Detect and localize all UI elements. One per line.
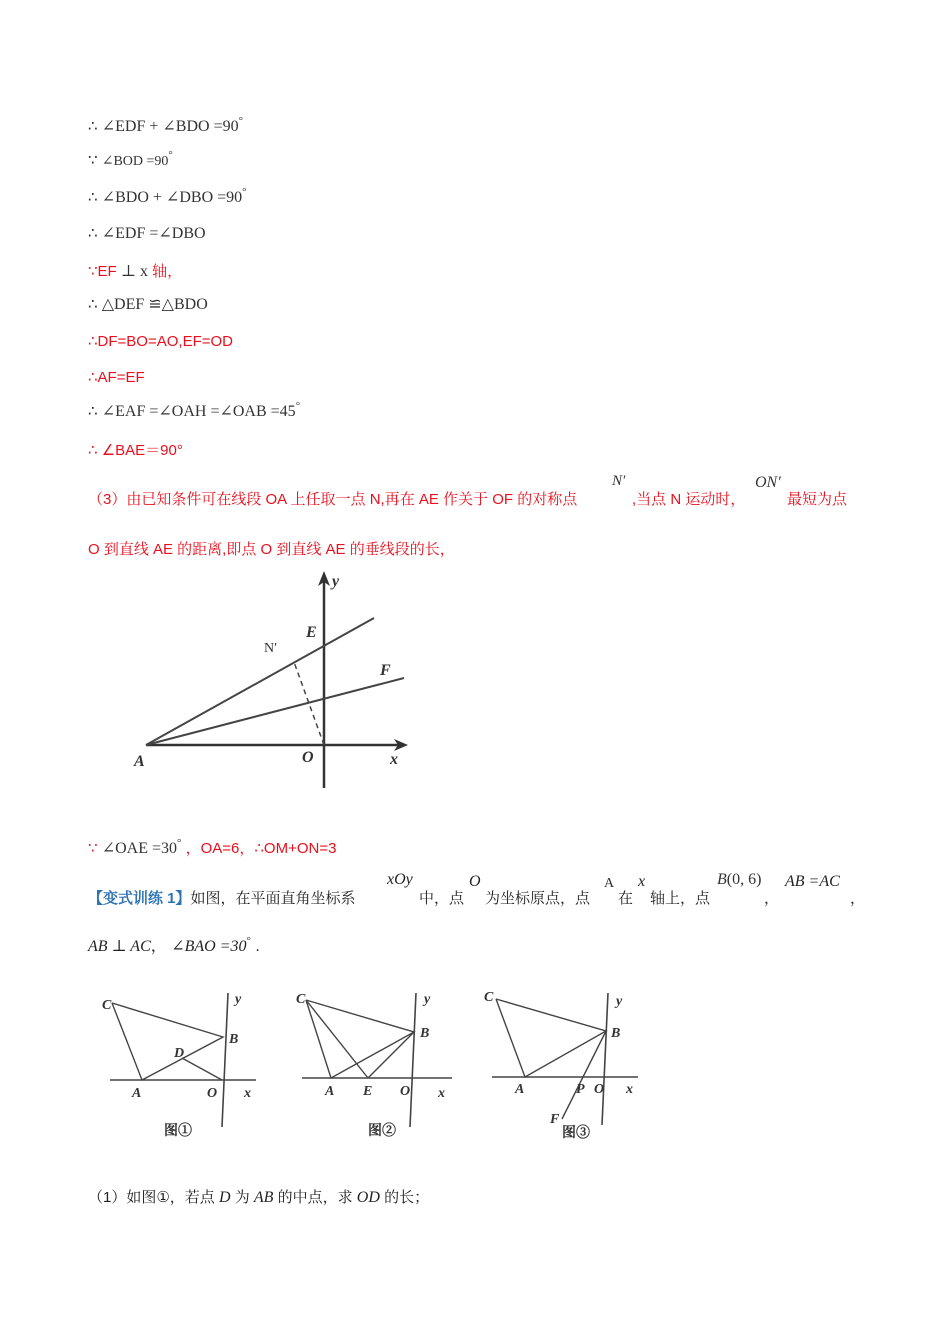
coordinate-figure-1 (128, 566, 428, 796)
therefore-symbol: ∴ (88, 118, 98, 135)
equation-AB-AC: AB =AC (785, 873, 840, 890)
part3-text-a: （3）由已知条件可在线段 OA 上任取一点 N,再在 AE 作关于 OF 的对称点 (88, 491, 578, 508)
text: 的中点，求 (277, 1189, 353, 1206)
math-expression: ⊥ x (120, 263, 148, 280)
label-A: A (325, 1084, 335, 1099)
text: 为 (234, 1189, 250, 1206)
label-O: O (207, 1086, 218, 1101)
symbol-D: D (218, 1189, 231, 1206)
degree-mark: ° (238, 115, 243, 127)
segment-OD (182, 1058, 222, 1080)
segment-CE (306, 1000, 368, 1078)
label-E: E (363, 1084, 373, 1099)
proof-line-6 (88, 294, 208, 314)
degree-mark: ° (295, 400, 301, 412)
equation-angle: ∠BAO =30 (171, 938, 247, 955)
math-expression: ∠BDO + ∠DBO =90 (101, 189, 243, 206)
math-expression: ∠EDF =∠DBO (101, 225, 206, 242)
variant-title: 【变式训练 1】 (88, 890, 191, 907)
label-B: B (611, 1026, 621, 1041)
therefore-symbol: ∴ (88, 225, 98, 242)
label-y: y (424, 992, 431, 1007)
figure-3-panel (478, 985, 648, 1145)
label-A: A (515, 1082, 525, 1097)
figure-1-panel (96, 985, 266, 1145)
proof-line-7: ∴DF=BO=AO,EF=OD (88, 333, 233, 350)
equation-perp: AB ⊥ AC (88, 938, 151, 955)
text: （1）如图①，若点 (88, 1189, 215, 1206)
text: ， (850, 890, 866, 907)
label-O: O (400, 1084, 411, 1099)
degree-mark: ° (242, 186, 247, 198)
label-O: O (302, 749, 314, 766)
text: 在 (618, 890, 634, 907)
point-B-letter: B (717, 871, 727, 888)
line-AF (146, 678, 404, 745)
triangle-ABC (112, 1003, 223, 1080)
text: 轴， (152, 263, 183, 280)
label-x: x (438, 1086, 445, 1101)
symbol-x: x (638, 873, 646, 890)
symbol-A: A (604, 876, 615, 891)
text: 如图，在平面直角坐标系 (190, 890, 356, 907)
caption: 图③ (562, 1126, 590, 1141)
degree-mark: ° (246, 935, 251, 947)
therefore-symbol: ∴ (88, 296, 98, 313)
degree-mark: ° (168, 149, 173, 161)
label-x: x (244, 1086, 251, 1101)
proof-line-4 (88, 223, 206, 243)
point-B-coordinates (717, 871, 761, 889)
proof-line-2 (88, 151, 173, 170)
degree-mark: ° (177, 837, 182, 849)
question-1 (88, 1186, 429, 1207)
label-A: A (132, 1086, 142, 1101)
math-expression: ∠BOD =90 (101, 154, 169, 169)
part3-text-d: O 到直线 AE 的距离,即点 O 到直线 AE 的垂线段的长， (88, 541, 455, 558)
label-E: E (306, 624, 317, 641)
text: ∵EF (88, 263, 117, 280)
label-A: A (134, 753, 145, 770)
text: ， (150, 938, 167, 955)
text: 为坐标原点，点 (485, 890, 591, 907)
label-O: O (594, 1082, 605, 1097)
n-prime-symbol: N′ (612, 473, 626, 489)
therefore-symbol: ∴ (88, 189, 98, 206)
text: ， (764, 890, 780, 907)
result-line (88, 837, 336, 858)
caption: 图① (164, 1124, 192, 1139)
caption: 图② (368, 1124, 396, 1139)
label-C: C (102, 998, 112, 1013)
label-B: B (229, 1032, 239, 1047)
symbol-O: O (469, 873, 481, 890)
math-expression: △DEF ≌△BDO (101, 296, 208, 313)
label-D: D (174, 1046, 185, 1061)
proof-line-8: ∴AF=EF (88, 369, 145, 386)
part3-text-c: 最短为点 (787, 491, 848, 508)
line-AE (146, 618, 374, 745)
proof-line-1 (88, 116, 243, 136)
label-x: x (626, 1082, 633, 1097)
label-F: F (380, 662, 391, 679)
proof-line-3 (88, 187, 247, 207)
proof-line-9 (88, 401, 300, 421)
text: 的长； (384, 1189, 430, 1206)
label-P: P (576, 1082, 585, 1097)
y-axis (410, 993, 416, 1127)
math-expression: ∠EDF + ∠BDO =90 (101, 118, 239, 135)
label-y: y (235, 992, 242, 1007)
part3-text-b: ,当点 N 运动时， (632, 491, 746, 508)
y-axis (602, 993, 608, 1125)
proof-line-10: ∴ ∠BAE＝90° (88, 442, 183, 459)
on-prime-symbol: ON′ (755, 474, 781, 491)
label-B: B (420, 1026, 430, 1041)
label-C: C (484, 990, 494, 1005)
label-y: y (332, 573, 340, 590)
segment-EB (368, 1032, 414, 1078)
variant-line-2 (88, 933, 260, 956)
label-x: x (390, 751, 398, 768)
text: 轴上，点 (650, 890, 711, 907)
symbol-AB: AB (253, 1189, 274, 1206)
math-expression: ∠OAE =30 (101, 840, 178, 857)
triangle-ABC (306, 1000, 414, 1078)
because-symbol: ∵ (88, 152, 98, 169)
text: . (255, 938, 260, 955)
point-B-value: (0, 6) (726, 871, 762, 888)
symbol-xoy: xOy (387, 871, 413, 888)
therefore-symbol: ∴ (88, 403, 98, 420)
y-axis (222, 993, 228, 1127)
proof-line-5 (88, 260, 182, 281)
label-F: F (550, 1112, 560, 1127)
text: ，OA=6，∴OM+ON=3 (185, 840, 337, 857)
figure-2-panel (288, 985, 458, 1145)
label-y: y (616, 994, 623, 1009)
because-symbol: ∵ (88, 840, 98, 857)
label-N-prime: N′ (264, 641, 278, 656)
variant-line-1 (88, 887, 356, 908)
math-expression: ∠EAF =∠OAH =∠OAB =45 (101, 403, 296, 420)
label-C: C (296, 992, 306, 1007)
symbol-OD: OD (356, 1189, 380, 1206)
text: 中，点 (419, 890, 465, 907)
